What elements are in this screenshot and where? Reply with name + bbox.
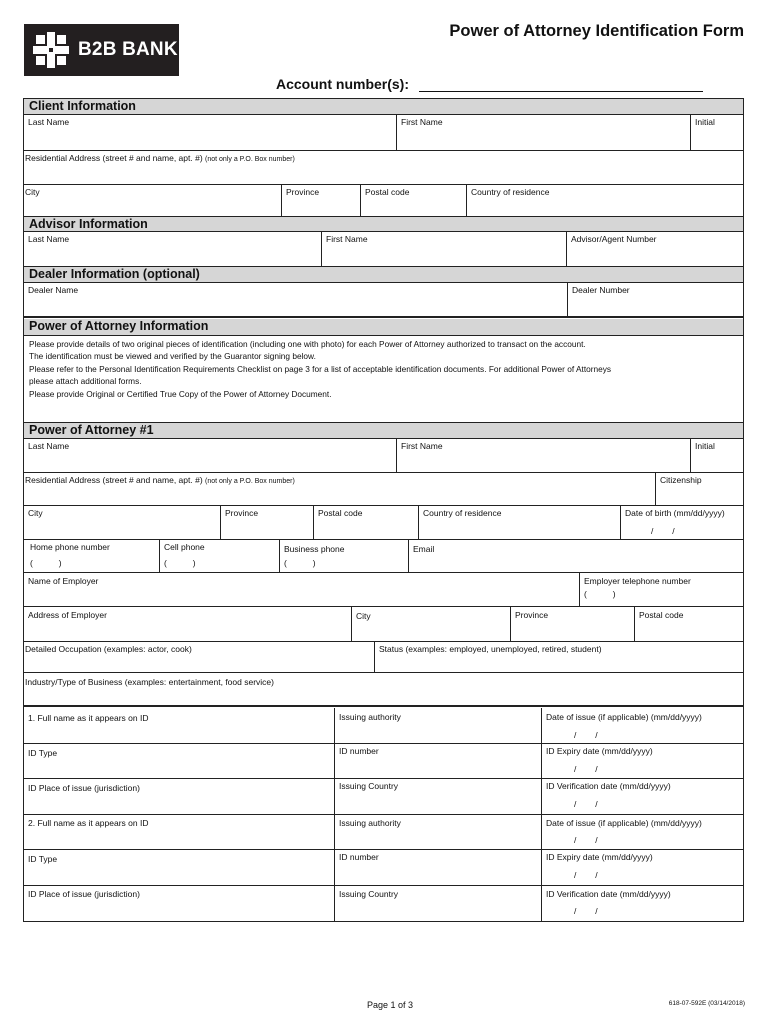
id1-place-issue-label: ID Place of issue (jurisdiction): [28, 783, 140, 793]
id2-expiry-slashes: / /: [574, 870, 598, 880]
poa-instructions-text: [29, 338, 735, 400]
id2-verification-label: ID Verification date (mm/dd/yyyy): [546, 889, 671, 899]
poa1-address-label: Residential Address (street # and name, apt. #): [25, 475, 203, 485]
id1-place-row: [24, 779, 743, 815]
poa-instruction-line: please attach additional forms.: [29, 376, 142, 387]
client-postal-code-field[interactable]: [360, 185, 466, 216]
poa1-email-field[interactable]: [408, 540, 743, 572]
poa1-citizenship-label: Citizenship: [660, 475, 702, 485]
poa1-postal-code-field[interactable]: [313, 506, 418, 539]
id1-expiry-field[interactable]: [541, 744, 743, 778]
dealer-name-field[interactable]: [24, 283, 567, 316]
dealer-number-field[interactable]: [567, 283, 743, 316]
id2-place-issue-label: ID Place of issue (jurisdiction): [28, 889, 140, 899]
id2-issuing-authority-field[interactable]: [334, 815, 541, 849]
id2-full-name-field[interactable]: [24, 815, 334, 849]
poa1-city-row: [24, 506, 743, 540]
id1-verification-slashes: / /: [574, 799, 598, 809]
id1-date-issue-slashes: / /: [574, 730, 598, 740]
id2-date-issue-field[interactable]: [541, 815, 743, 849]
bank-logo: [24, 24, 179, 76]
poa1-address-row: [24, 473, 743, 506]
id2-issuing-country-field[interactable]: [334, 886, 541, 922]
id2-type-row: [24, 850, 743, 886]
poa1-cell-phone-hint: ( ): [164, 558, 196, 568]
id2-verification-field[interactable]: [541, 886, 743, 922]
poa1-first-name-field[interactable]: [396, 439, 690, 472]
id1-number-label: ID number: [339, 746, 379, 756]
poa1-home-phone-hint: ( ): [30, 558, 62, 568]
poa1-province-label: Province: [225, 508, 259, 518]
client-postal-code-label: Postal code: [365, 187, 410, 197]
client-country-label: Country of residence: [471, 187, 550, 197]
poa1-city-label: City: [28, 508, 43, 518]
id1-name-row: [24, 708, 743, 744]
poa-instruction-line: Please provide details of two original pieces of identification (including one with photo) for each Power of Attorney authorized to transact on the account.: [29, 339, 586, 349]
poa1-name-row: [24, 439, 743, 473]
id1-verification-field[interactable]: [541, 779, 743, 814]
client-address-label: Residential Address (street # and name, apt. #): [25, 153, 203, 163]
poa1-dob-slashes: / /: [651, 526, 675, 536]
client-initial-field[interactable]: [690, 115, 743, 150]
b2b-cross-logo-icon: [30, 29, 72, 71]
poa1-dob-label: Date of birth (mm/dd/yyyy): [625, 508, 725, 518]
section-dealer-information: Dealer Information (optional): [24, 266, 743, 283]
poa1-occupation-row: [24, 642, 743, 673]
id1-issuing-country-field[interactable]: [334, 779, 541, 814]
poa1-employer-postal-label: Postal code: [639, 610, 684, 620]
id1-issuing-country-label: Issuing Country: [339, 781, 399, 791]
id2-number-field[interactable]: [334, 850, 541, 885]
poa1-employer-address-row: [24, 607, 743, 642]
section-poa-1: Power of Attorney #1: [24, 422, 743, 439]
id2-date-issue-slashes: / /: [574, 835, 598, 845]
account-number-label: Account number(s):: [276, 76, 409, 92]
form-code: 618-07-592E (03/14/2018): [668, 1000, 745, 1007]
client-city-label: City: [25, 187, 40, 197]
poa1-employer-address-label: Address of Employer: [28, 610, 107, 620]
poa1-postal-code-label: Postal code: [318, 508, 363, 518]
logo-text: B2B BANK: [78, 39, 178, 60]
poa1-cell-phone-label: Cell phone: [164, 542, 205, 552]
id2-place-row: [24, 886, 743, 922]
poa1-initial-label: Initial: [695, 441, 715, 451]
id1-date-issue-label: Date of issue (if applicable) (mm/dd/yyyy): [546, 712, 702, 722]
id2-type-field[interactable]: [24, 850, 334, 885]
client-province-label: Province: [286, 187, 320, 197]
poa1-dob-field[interactable]: [620, 506, 743, 539]
poa-instruction-line: Please provide Original or Certified True Copy of the Power of Attorney Document.: [29, 388, 332, 399]
client-initial-label: Initial: [695, 117, 715, 127]
client-first-name-field[interactable]: [396, 115, 690, 150]
poa1-initial-field[interactable]: [690, 439, 743, 472]
poa1-country-field[interactable]: [418, 506, 620, 539]
poa1-occupation-label: Detailed Occupation (examples: actor, cook): [25, 644, 192, 654]
poa1-industry-row: [24, 673, 743, 707]
poa1-business-phone-hint: ( ): [284, 558, 316, 568]
id1-expiry-slashes: / /: [574, 764, 598, 774]
poa1-employer-phone-hint: ( ): [584, 589, 616, 599]
id1-full-name-field[interactable]: [24, 708, 334, 743]
poa1-province-field[interactable]: [220, 506, 313, 539]
section-advisor-information: Advisor Information: [24, 216, 743, 232]
id1-issuing-authority-label: Issuing authority: [339, 712, 401, 722]
section-client-information: Client Information: [24, 98, 743, 115]
id2-type-label: ID Type: [28, 854, 58, 864]
poa1-phone-row: [24, 540, 743, 573]
advisor-agent-number-field[interactable]: [566, 232, 743, 266]
id2-full-name-label: 2. Full name as it appears on ID: [28, 818, 149, 828]
poa1-employer-address-field[interactable]: [24, 607, 351, 641]
dealer-number-label: Dealer Number: [572, 285, 630, 295]
poa1-employer-row: [24, 573, 743, 607]
poa1-employer-name-field[interactable]: [24, 573, 579, 606]
poa1-employer-postal-field[interactable]: [634, 607, 743, 641]
poa1-employer-city-label: City: [356, 611, 371, 621]
poa1-home-phone-label: Home phone number: [30, 542, 110, 552]
poa1-cell-phone-field[interactable]: [159, 540, 279, 572]
id1-verification-label: ID Verification date (mm/dd/yyyy): [546, 781, 671, 791]
poa1-citizenship-field[interactable]: [655, 473, 743, 505]
page-number: Page 1 of 3: [367, 1000, 414, 1010]
client-last-name-field[interactable]: [24, 115, 396, 150]
account-number-input[interactable]: [419, 77, 703, 92]
advisor-agent-number-label: Advisor/Agent Number: [571, 234, 657, 244]
id1-type-row: [24, 744, 743, 779]
poa1-employer-province-field[interactable]: [510, 607, 634, 641]
poa-instruction-line: The identification must be viewed and verified by the Guarantor signing below.: [29, 351, 316, 362]
poa1-employer-name-label: Name of Employer: [28, 576, 99, 586]
id1-full-name-label: 1. Full name as it appears on ID: [28, 713, 149, 723]
poa1-city-field[interactable]: [24, 506, 220, 539]
id1-type-field[interactable]: [24, 744, 334, 778]
poa1-occupation-field[interactable]: [24, 642, 374, 672]
id2-issuing-authority-label: Issuing authority: [339, 818, 401, 828]
account-number-row: [276, 76, 703, 92]
poa1-business-phone-field[interactable]: [279, 540, 408, 572]
id1-place-issue-field[interactable]: [24, 779, 334, 814]
client-last-name-label: Last Name: [28, 117, 70, 127]
advisor-first-name-label: First Name: [326, 234, 368, 244]
id2-place-issue-field[interactable]: [24, 886, 334, 922]
form-title: Power of Attorney Identification Form: [449, 22, 744, 40]
id2-date-issue-label: Date of issue (if applicable) (mm/dd/yyyy): [546, 818, 702, 828]
poa1-business-phone-label: Business phone: [284, 544, 345, 554]
id2-issuing-country-label: Issuing Country: [339, 889, 399, 899]
poa1-first-name-label: First Name: [401, 441, 443, 451]
client-address-note: (not only a P.O. Box number): [205, 156, 295, 163]
poa1-address-field[interactable]: [24, 473, 655, 505]
poa1-last-name-label: Last Name: [28, 441, 70, 451]
id2-name-row: [24, 815, 743, 850]
advisor-last-name-label: Last Name: [28, 234, 70, 244]
client-address-field[interactable]: [24, 151, 743, 184]
poa1-employer-phone-field[interactable]: [579, 573, 743, 606]
client-address-row: [24, 151, 743, 185]
poa1-country-label: Country of residence: [423, 508, 502, 518]
client-city-row: [24, 185, 743, 216]
client-city-field[interactable]: [24, 185, 281, 216]
id2-expiry-field[interactable]: [541, 850, 743, 885]
client-first-name-label: First Name: [401, 117, 443, 127]
poa1-status-field[interactable]: [374, 642, 743, 672]
id2-expiry-label: ID Expiry date (mm/dd/yyyy): [546, 852, 653, 862]
form-frame: [23, 98, 744, 922]
id1-expiry-label: ID Expiry date (mm/dd/yyyy): [546, 746, 653, 756]
id1-issuing-authority-field[interactable]: [334, 708, 541, 743]
id1-date-issue-field[interactable]: [541, 708, 743, 743]
id1-number-field[interactable]: [334, 744, 541, 778]
section-poa-information: Power of Attorney Information: [24, 319, 743, 336]
advisor-row: [24, 232, 743, 266]
poa1-address-note: (not only a P.O. Box number): [205, 478, 295, 485]
id1-type-label: ID Type: [28, 748, 58, 758]
id2-verification-slashes: / /: [574, 906, 598, 916]
poa1-employer-province-label: Province: [515, 610, 549, 620]
poa1-email-label: Email: [413, 544, 435, 554]
client-province-field[interactable]: [281, 185, 360, 216]
poa-instruction-line: Please refer to the Personal Identification Requirements Checklist on page 3 for a list of acceptable identification documents. For additional Power of Attorneys: [29, 363, 612, 374]
advisor-last-name-field[interactable]: [24, 232, 321, 266]
poa1-last-name-field[interactable]: [24, 439, 396, 472]
id2-number-label: ID number: [339, 852, 379, 862]
poa1-industry-label: Industry/Type of Business (examples: entertainment, food service): [25, 677, 274, 687]
poa1-status-label: Status (examples: employed, unemployed, retired, student): [379, 644, 602, 654]
advisor-first-name-field[interactable]: [321, 232, 566, 266]
poa1-employer-phone-label: Employer telephone number: [584, 576, 691, 586]
poa1-industry-field[interactable]: [24, 673, 743, 705]
poa-instructions: [24, 336, 743, 422]
poa1-home-phone-field[interactable]: [24, 540, 159, 572]
dealer-name-label: Dealer Name: [28, 285, 79, 295]
poa1-employer-city-field[interactable]: [351, 607, 510, 641]
client-country-field[interactable]: [466, 185, 743, 216]
client-name-row: [24, 115, 743, 151]
dealer-row: [24, 283, 743, 318]
